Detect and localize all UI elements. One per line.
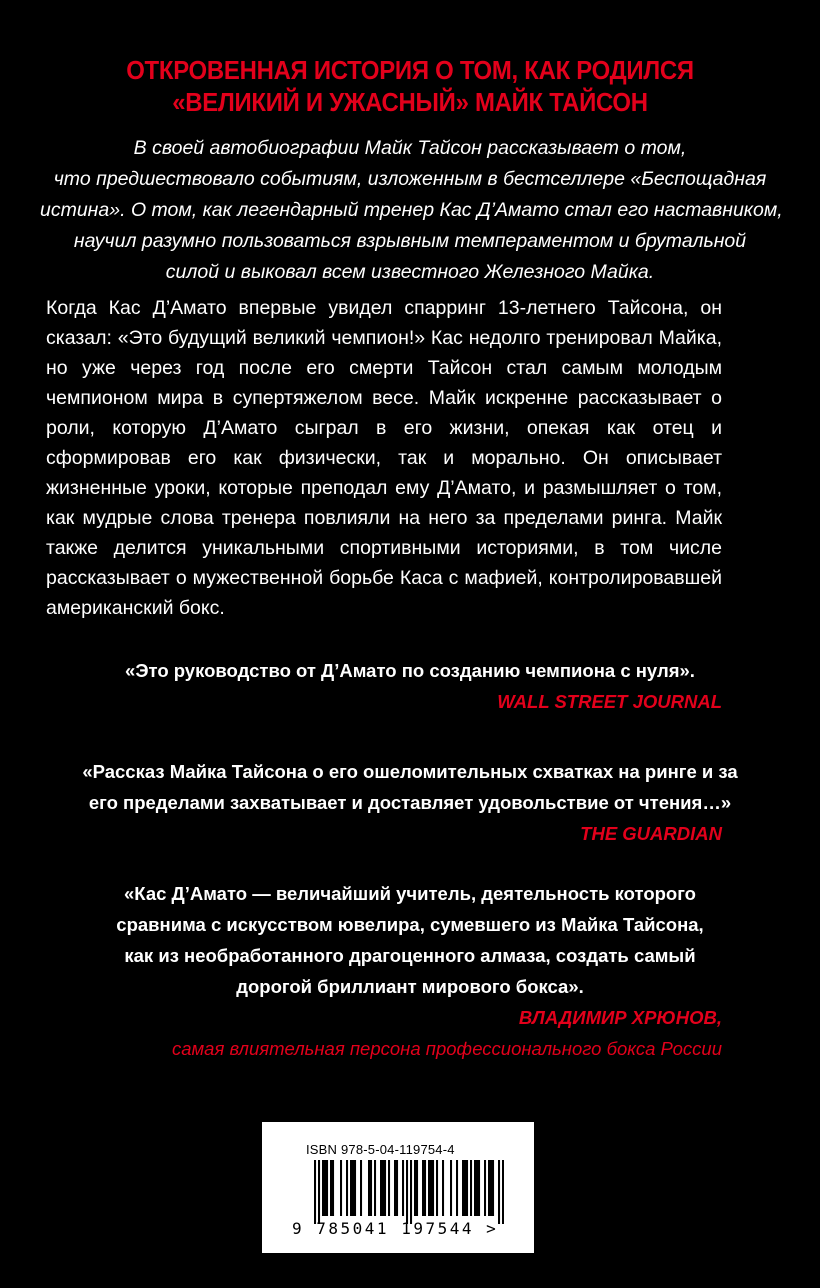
barcode-bar bbox=[428, 1160, 430, 1216]
headline bbox=[88, 54, 732, 118]
barcode-bar bbox=[432, 1160, 434, 1216]
barcode-bar bbox=[410, 1160, 412, 1224]
barcode-bar bbox=[332, 1160, 334, 1216]
barcode-bar bbox=[498, 1160, 500, 1224]
intro-line: В своей автобиографии Майк Тайсон рассказывает о том, bbox=[133, 137, 687, 159]
barcode-bar bbox=[330, 1160, 332, 1216]
isbn-label: ISBN 978-5-04-119754-4 bbox=[306, 1142, 455, 1157]
quote-source: THE GUARDIAN bbox=[580, 823, 722, 844]
barcode-bar bbox=[476, 1160, 478, 1216]
barcode-bar bbox=[394, 1160, 396, 1216]
intro-line: научил разумно пользоваться взрывным темпераментом и брутальной bbox=[73, 230, 747, 252]
barcode-bar bbox=[414, 1160, 416, 1216]
barcode-bar bbox=[384, 1160, 386, 1216]
barcode-bar bbox=[368, 1160, 370, 1216]
quote-line: сравнима с искусством ювелира, сумевшего из Майка Тайсона, bbox=[116, 914, 704, 935]
barcode-bar bbox=[478, 1160, 480, 1216]
barcode-bar bbox=[464, 1160, 466, 1216]
barcode-bar bbox=[490, 1160, 492, 1216]
quote-source: ВЛАДИМИР ХРЮНОВ, bbox=[518, 1007, 722, 1028]
intro-line: что предшествовало событиям, изложенным в бестселлере «Беспощадная bbox=[53, 168, 767, 190]
barcode-bar bbox=[396, 1160, 398, 1216]
barcode-bar bbox=[374, 1160, 376, 1216]
barcode-bar bbox=[422, 1160, 424, 1216]
review-quote-guardian bbox=[40, 756, 780, 849]
intro-line: истина». О том, как легендарный тренер Кас Д’Амато стал его наставником, bbox=[40, 199, 783, 221]
intro-line: силой и выковал всем известного Железного Майка. bbox=[165, 261, 655, 283]
barcode-bar bbox=[380, 1160, 382, 1216]
barcode-bar bbox=[346, 1160, 348, 1216]
barcode-bar bbox=[402, 1160, 404, 1216]
barcode-image bbox=[314, 1160, 504, 1224]
barcode-bar bbox=[456, 1160, 458, 1216]
barcode-bar bbox=[340, 1160, 342, 1216]
barcode-bar bbox=[406, 1160, 408, 1224]
barcode-bar bbox=[466, 1160, 468, 1216]
headline-line: ОТКРОВЕННАЯ ИСТОРИЯ О ТОМ, КАК РОДИЛСЯ bbox=[126, 55, 694, 85]
barcode-bar bbox=[382, 1160, 384, 1216]
review-quote-wsj bbox=[40, 655, 780, 717]
quote-line: дорогой бриллиант мирового бокса». bbox=[236, 976, 584, 997]
barcode-bar bbox=[502, 1160, 504, 1224]
barcode-bar bbox=[424, 1160, 426, 1216]
quote-source: WALL STREET JOURNAL bbox=[497, 691, 722, 712]
barcode-bar bbox=[354, 1160, 356, 1216]
barcode-bar bbox=[324, 1160, 326, 1216]
barcode-bar bbox=[370, 1160, 372, 1216]
quote-line: как из необработанного драгоценного алмаза, создать самый bbox=[124, 945, 696, 966]
body-paragraph: Когда Кас Д’Амато впервые увидел спарринг 13-летнего Тайсона, он сказал: «Это будущий великий чемпион!» Кас недолго тренировал Майка, но уже через год после его смерти Тайсон стал самым молодым чемпионом мира в супертяжелом весе. Майк искренне рассказывает о роли, которую Д’Амато сыграл в его жизни, опекая как отец и сформировав его как физически, так и морально. Он описывает жизненные уроки, которые преподал ему Д’Амато, и размышляет о том, как мудрые слова тренера повлияли на него за пределами ринга. Майк также делится уникальными спортивными историями, в том числе рассказывает о мужественной борьбе Каса с мафией, контролировавшей американский бокс. bbox=[46, 297, 722, 619]
barcode-bar bbox=[430, 1160, 432, 1216]
intro-paragraph bbox=[40, 133, 783, 288]
review-quote-khryunov bbox=[40, 878, 780, 1064]
barcode-bar bbox=[360, 1160, 362, 1216]
barcode-bar bbox=[492, 1160, 494, 1216]
barcode-bar bbox=[388, 1160, 390, 1216]
quote-line: «Рассказ Майка Тайсона о его ошеломительных схватках на ринге и за bbox=[82, 761, 738, 782]
quote-line: «Кас Д’Амато — величайший учитель, деятельность которого bbox=[124, 883, 696, 904]
barcode-bar bbox=[322, 1160, 324, 1216]
barcode-digits: 9 785041 197544 > bbox=[292, 1219, 499, 1238]
barcode-bar bbox=[488, 1160, 490, 1216]
quote-line: его пределами захватывает и доставляет удовольствие от чтения…» bbox=[88, 792, 732, 813]
barcode-bar bbox=[326, 1160, 328, 1216]
barcode-bar bbox=[350, 1160, 352, 1216]
barcode-bar bbox=[474, 1160, 476, 1216]
barcode-bar bbox=[470, 1160, 472, 1216]
barcode-panel bbox=[262, 1122, 534, 1253]
quote-line: «Это руководство от Д’Амато по созданию чемпиона с нуля». bbox=[125, 660, 695, 681]
barcode-bar bbox=[314, 1160, 316, 1224]
barcode-bar bbox=[442, 1160, 444, 1216]
quote-source-title: самая влиятельная персона профессионального бокса России bbox=[171, 1038, 722, 1059]
barcode-bar bbox=[484, 1160, 486, 1216]
headline-line: «ВЕЛИКИЙ И УЖАСНЫЙ» МАЙК ТАЙСОН bbox=[172, 87, 648, 117]
barcode-bar bbox=[352, 1160, 354, 1216]
barcode-bar bbox=[416, 1160, 418, 1216]
barcode-bar bbox=[318, 1160, 320, 1224]
barcode-bar bbox=[462, 1160, 464, 1216]
barcode-bar bbox=[450, 1160, 452, 1216]
barcode-bar bbox=[436, 1160, 438, 1216]
